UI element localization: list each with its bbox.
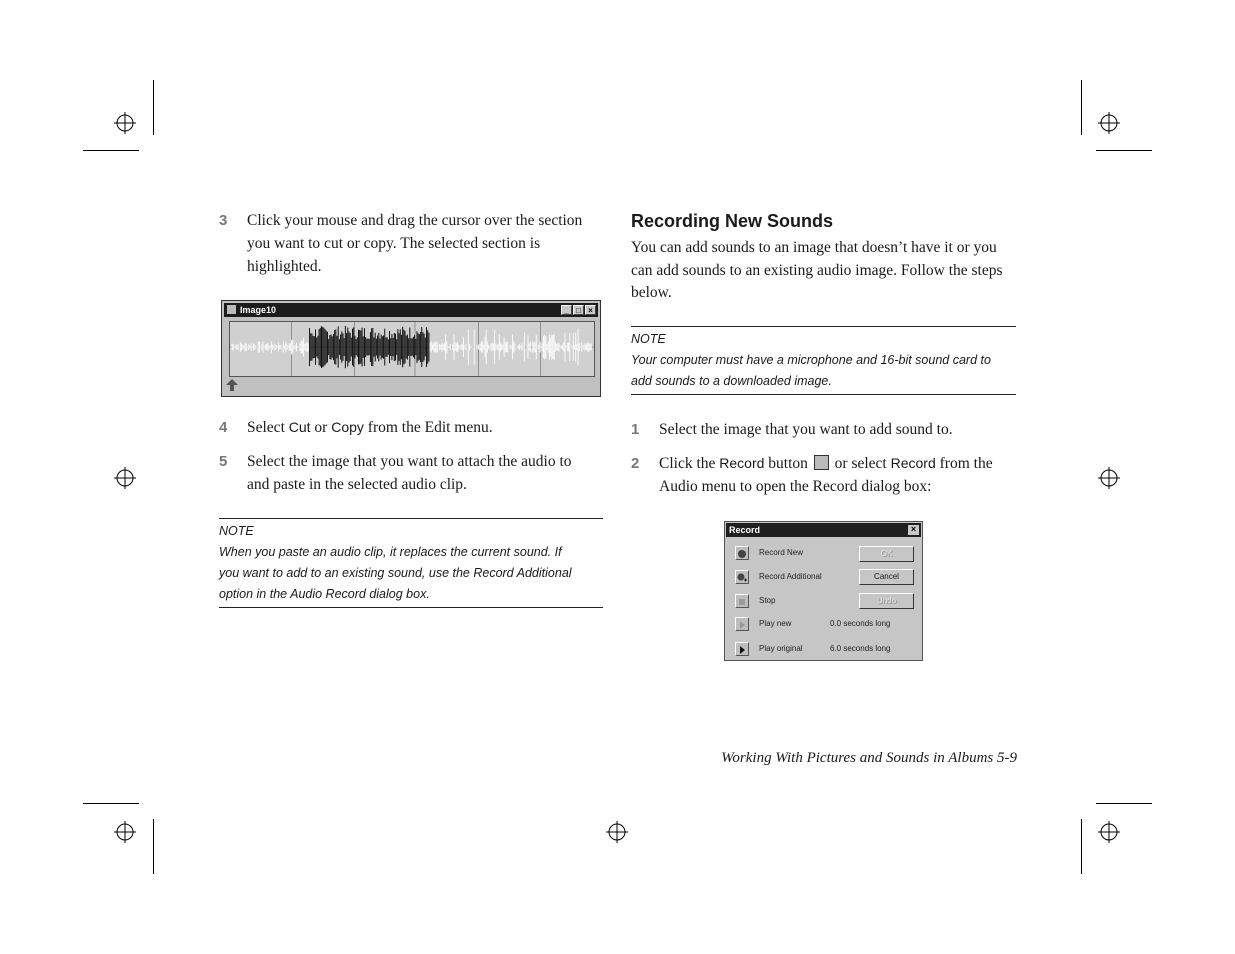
play-new-label: Play new	[759, 619, 792, 628]
waveform-graphic	[230, 322, 594, 376]
step-number: 4	[219, 419, 228, 436]
intro-paragraph: You can add sounds to an image that doesn’t have it or you can add sounds to an existing audio image. Follow the steps below.	[631, 239, 1003, 301]
registration-mark-icon	[1098, 821, 1120, 843]
step-text: Click the Record button or select Record from the Audio menu to open the Record dialog box:	[659, 455, 993, 495]
step-number: 3	[219, 212, 228, 229]
crop-mark	[83, 150, 139, 151]
copy-command: Copy	[331, 419, 364, 435]
record-button-icon	[814, 455, 829, 470]
record-new-label: Record New	[759, 548, 804, 557]
crop-mark	[153, 819, 154, 874]
note-label: NOTE	[219, 524, 254, 538]
window-icon	[227, 305, 236, 314]
record-additional-label: Record Additional	[759, 572, 822, 581]
ok-button[interactable]: OK	[859, 546, 914, 562]
play-original-icon[interactable]	[735, 642, 749, 656]
cursor-arrow-icon	[225, 378, 239, 392]
registration-mark-icon	[114, 821, 136, 843]
step-number: 1	[631, 421, 640, 438]
waveform-display[interactable]	[229, 321, 595, 377]
page-footer: Working With Pictures and Sounds in Albums 5-9	[721, 750, 1017, 766]
note-body: Your computer must have a microphone and 16-bit sound card to add sounds to a downloaded image.	[631, 353, 991, 388]
crop-mark	[153, 80, 154, 135]
record-new-icon[interactable]	[735, 546, 749, 560]
stop-label: Stop	[759, 596, 776, 605]
step-text: Select Cut or Copy from the Edit menu.	[247, 419, 493, 436]
note-box	[219, 518, 603, 608]
record-additional-icon[interactable]	[735, 570, 749, 584]
record-command: Record	[719, 455, 765, 471]
registration-mark-icon	[114, 467, 136, 489]
section-heading: Recording New Sounds	[631, 211, 834, 231]
crop-mark	[1096, 803, 1152, 804]
step-number: 2	[631, 455, 640, 472]
step-text: Click your mouse and drag the cursor over the section you want to cut or copy. The selected section is highlighted.	[247, 212, 583, 275]
record-dialog-screenshot	[724, 521, 923, 661]
record-menu-command: Record	[890, 455, 936, 471]
registration-mark-icon	[1098, 112, 1120, 134]
close-icon[interactable]: ×	[585, 305, 596, 315]
cancel-button[interactable]: Cancel	[859, 569, 914, 585]
cut-command: Cut	[288, 419, 311, 435]
play-original-label: Play original	[759, 644, 803, 653]
play-original-duration: 6.0 seconds long	[830, 644, 891, 653]
step-text: Select the image that you want to add sound to.	[659, 421, 953, 438]
play-new-duration: 0.0 seconds long	[830, 619, 891, 628]
crop-mark	[1081, 819, 1082, 874]
audio-window-screenshot	[221, 300, 601, 397]
crop-mark	[83, 803, 139, 804]
undo-button[interactable]: Undo	[859, 593, 914, 609]
play-new-icon[interactable]	[735, 617, 749, 631]
crop-mark	[1081, 80, 1082, 135]
audio-window-titlebar	[224, 303, 598, 317]
stop-icon[interactable]	[735, 594, 749, 608]
maximize-icon[interactable]: □	[573, 305, 584, 315]
step-number: 5	[219, 453, 228, 470]
note-body: When you paste an audio clip, it replaces the current sound. If you want to add to an existing sound, use the Record Additional option in the Audio Record dialog box.	[219, 545, 572, 601]
crop-mark	[1096, 150, 1152, 151]
record-dialog-titlebar	[726, 523, 921, 537]
close-icon[interactable]: ×	[908, 525, 919, 535]
note-label: NOTE	[631, 332, 666, 346]
minimize-icon[interactable]: _	[561, 305, 572, 315]
audio-window-title: Image10	[240, 305, 277, 315]
registration-mark-icon	[606, 821, 628, 843]
record-dialog-title: Record	[729, 525, 761, 535]
note-box	[631, 326, 1016, 395]
registration-mark-icon	[114, 112, 136, 134]
registration-mark-icon	[1098, 467, 1120, 489]
step-text: Select the image that you want to attach the audio to and paste in the selected audio clip.	[247, 453, 572, 493]
